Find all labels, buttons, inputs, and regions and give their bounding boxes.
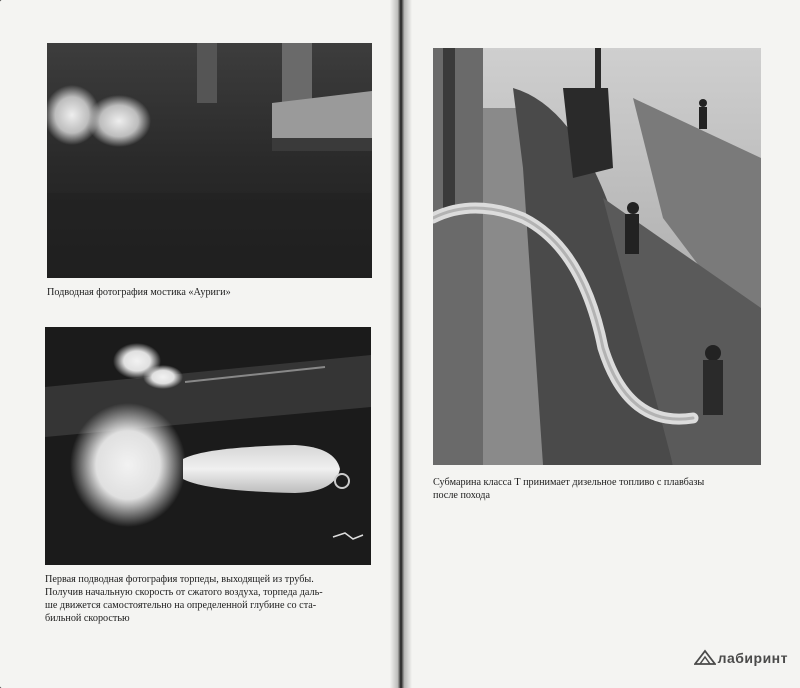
caption-line: Первая подводная фотография торпеды, выходящей из трубы.	[45, 574, 314, 585]
torpedo-photo-caption	[45, 573, 371, 625]
labyrinth-watermark	[694, 649, 788, 666]
watermark-text: лабиринт	[717, 650, 788, 666]
submarine-refueling-photo	[433, 48, 761, 465]
caption-line: ше движется самостоятельно на определенной глубине со ста-	[45, 600, 317, 611]
bridge-photo-caption: Подводная фотография мостика «Ауриги»	[47, 287, 231, 298]
caption-line: Субмарина класса Т принимает дизельное топливо с плавбазы	[433, 477, 705, 488]
caption-line: Получив начальную скорость от сжатого воздуха, торпеда даль-	[45, 587, 323, 598]
left-page	[0, 0, 398, 688]
bridge-underwater-photo	[47, 43, 372, 278]
torpedo-underwater-photo	[45, 327, 371, 565]
caption-line: после похода	[433, 490, 490, 501]
book-gutter	[390, 0, 412, 688]
submarine-photo-caption	[433, 476, 768, 502]
caption-line: бильной скоростью	[45, 613, 130, 624]
right-page	[403, 0, 800, 688]
labyrinth-logo-icon	[694, 649, 716, 665]
